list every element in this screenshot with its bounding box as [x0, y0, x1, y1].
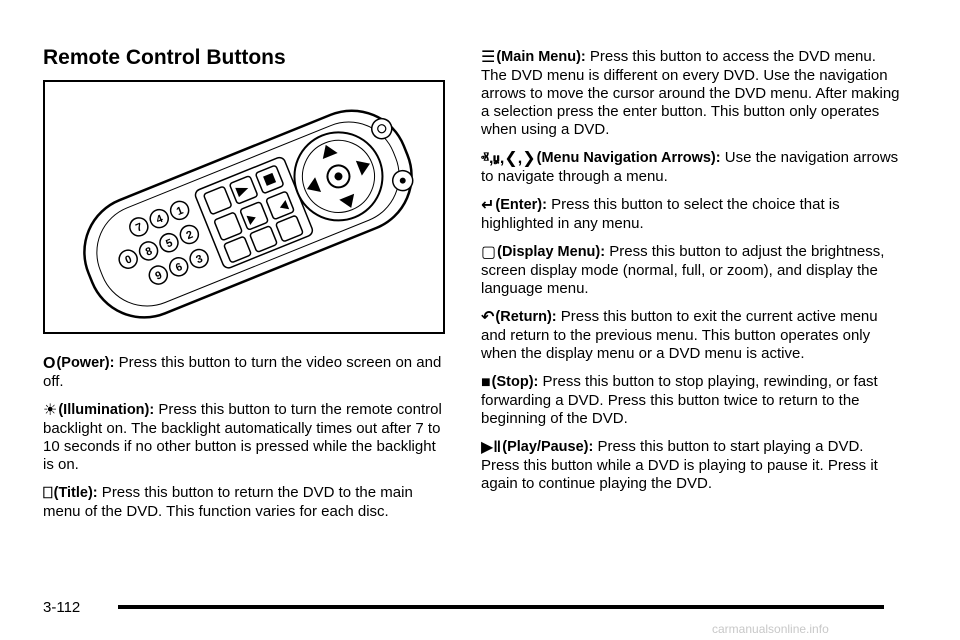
button-term: (Main Menu):: [496, 49, 586, 65]
button-description-text: Use the navigation arrows to navigate through a menu.: [481, 149, 899, 185]
stop-icon: ■: [481, 374, 491, 391]
button-term: (Power):: [56, 355, 115, 371]
keypad-digit: 9: [153, 269, 164, 283]
keypad-digit: 8: [143, 245, 155, 259]
button-term: (Enter):: [495, 197, 547, 213]
button-description: [481, 243, 901, 298]
button-description: [481, 308, 901, 363]
navigation-arrows-icon: ⱏ,ⱟ,❮,❯: [481, 150, 536, 167]
button-description: [43, 484, 443, 521]
keypad-digit: 7: [134, 221, 145, 235]
button-description-text: Press this button to turn the video screen on and off.: [43, 354, 442, 390]
play-pause-icon: ▶‖: [481, 439, 502, 456]
display-menu-icon: ▢: [481, 244, 497, 261]
keypad-digit: 1: [174, 204, 186, 219]
button-description: [481, 196, 901, 233]
button-description-text: Press this button to exit the current active menu and return to the previous menu. This button operates only when the display menu or a DVD menu is active.: [481, 308, 878, 362]
title-icon: ⎕: [43, 485, 53, 502]
button-term: (Stop):: [491, 374, 539, 390]
button-description-text: Press this button to adjust the brightness, screen display mode (normal, full, or zoom), and display the language menu.: [481, 243, 885, 297]
keypad-digit: 5: [164, 236, 175, 251]
button-description: [43, 354, 443, 391]
button-description-text: Press this button to stop playing, rewinding, or fast forwarding a DVD. Press this button twice to return to the beginning of the DVD.: [481, 373, 878, 427]
button-term: (Display Menu):: [497, 244, 606, 260]
section-heading: Remote Control Buttons: [43, 46, 286, 69]
remote-control-illustration: [43, 80, 445, 334]
button-term: (Return):: [495, 309, 557, 325]
power-icon: O: [43, 355, 56, 372]
page-number: 3-112: [43, 599, 81, 616]
right-column: [481, 48, 901, 503]
illumination-icon: ☀: [43, 402, 58, 419]
main-menu-icon: ☰: [481, 49, 496, 66]
button-description: [481, 373, 901, 428]
keypad-digit: 0: [123, 253, 134, 267]
button-description-text: Press this button to return the DVD to the main menu of the DVD. This function varies for each disc.: [43, 484, 413, 520]
return-icon: ↶: [481, 309, 495, 326]
keypad-digit: 6: [173, 261, 185, 275]
button-term: (Title):: [53, 485, 98, 501]
keypad-digit: 4: [154, 212, 165, 227]
button-description: [481, 438, 901, 493]
button-description: [481, 48, 901, 139]
button-description: [481, 149, 901, 186]
keypad-digit: 3: [194, 252, 205, 267]
keypad-digit: 2: [184, 228, 195, 243]
watermark: carmanualsonline.info: [712, 622, 829, 636]
button-term: (Menu Navigation Arrows):: [536, 150, 721, 166]
button-description-text: Press this button to select the choice that is highlighted in any menu.: [481, 196, 840, 232]
footer-rule: [118, 605, 884, 609]
button-description-text: Press this button to turn the remote control backlight on. The backlight automatically times out after 7 to 10 seconds if no other button is pressed while the backlight is on.: [43, 401, 442, 473]
left-column: [43, 354, 443, 531]
button-term: (Play/Pause):: [502, 439, 594, 455]
button-description: [43, 401, 443, 474]
remote-control-drawing: [45, 82, 443, 332]
button-description-text: Press this button to start playing a DVD. Press this button while a DVD is playing to pause it. Press it again to continue playing the DVD.: [481, 438, 878, 492]
button-term: (Illumination):: [58, 402, 155, 418]
button-description-text: Press this button to access the DVD menu. The DVD menu is different on every DVD. Use the navigation arrows to move the cursor around the DVD menu. After making a selection press the enter button. This button only operates when using a DVD.: [481, 48, 900, 138]
enter-icon: ↵: [481, 197, 495, 214]
